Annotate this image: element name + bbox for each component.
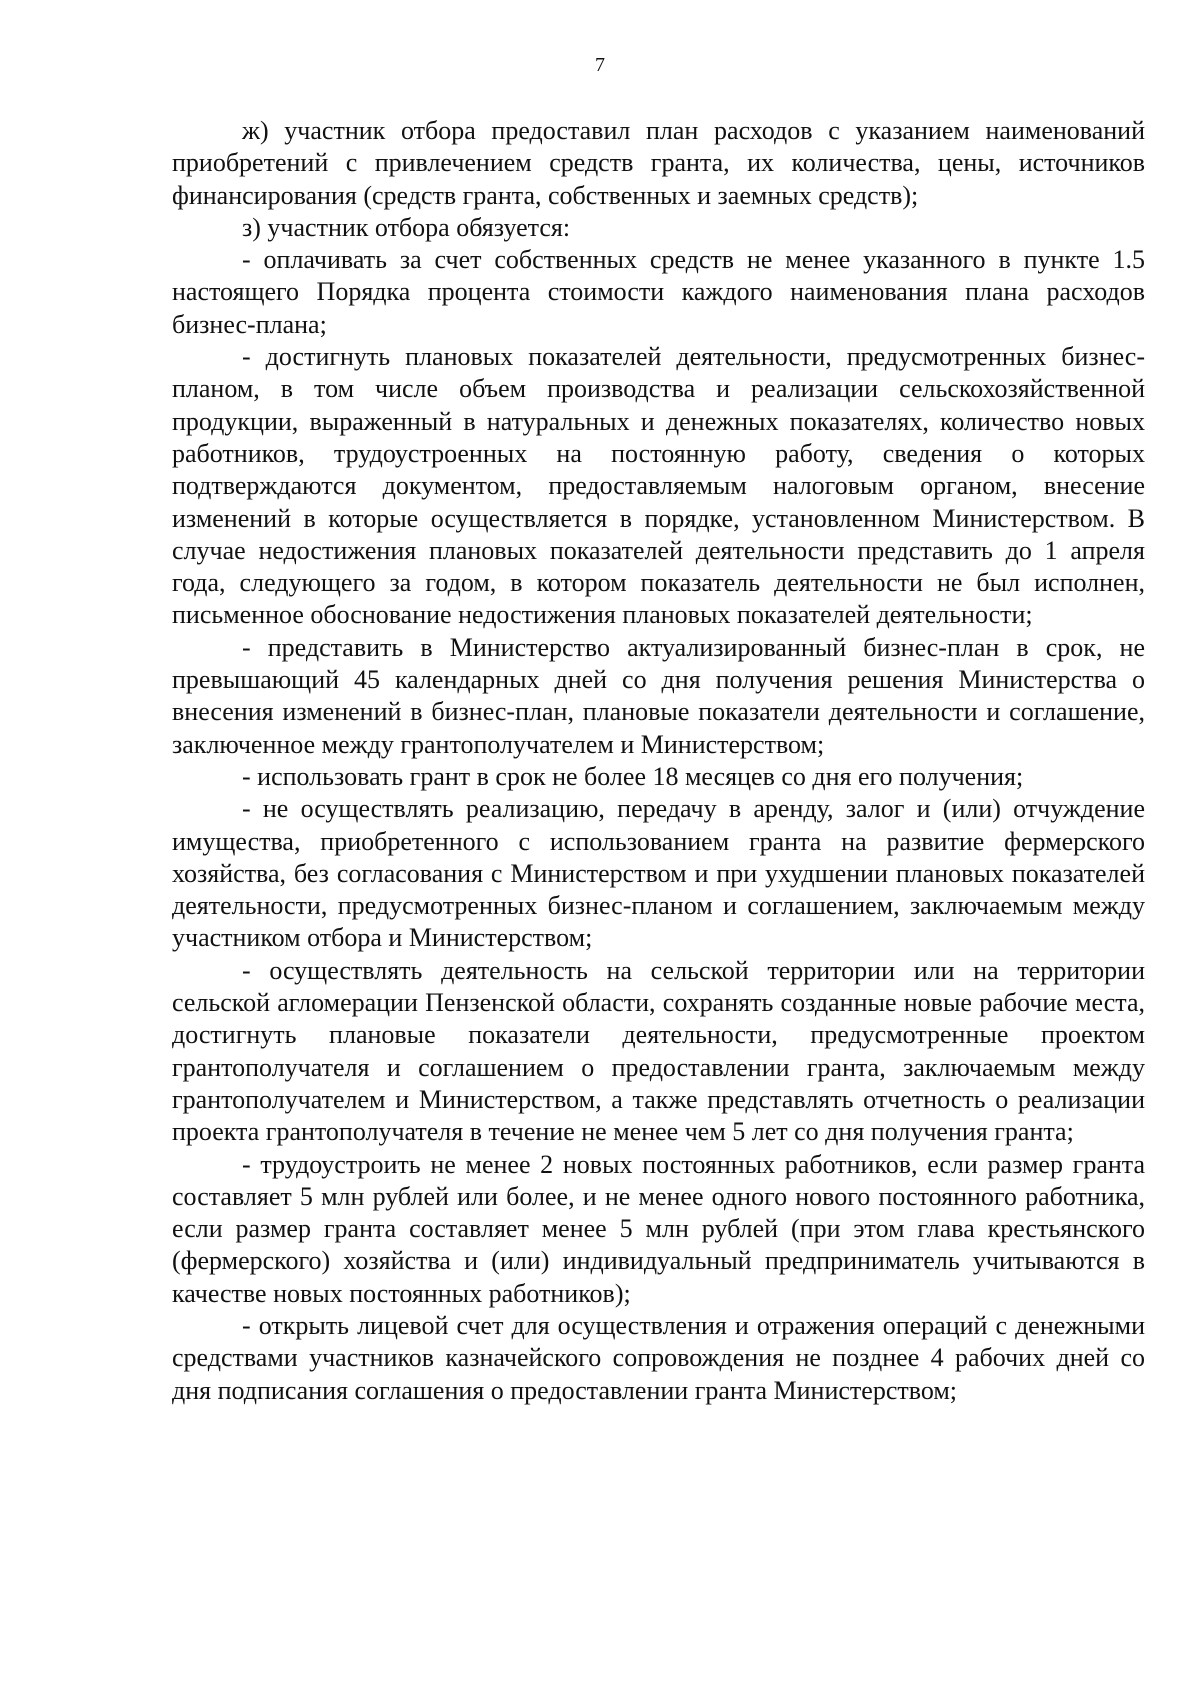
paragraph-zh-business-expense-plan: ж) участник отбора предоставил план расходов с указанием наименований приобретений с привлечением средств гранта, их количества, цены, источников финансирования (средств гранта, собственных и заемных средств); [172, 116, 1145, 210]
paragraph-grant-usage-term: - использовать грант в срок не более 18 месяцев со дня его получения; [242, 761, 1024, 791]
paragraph-z-obligations-intro: з) участник отбора обязуется: [242, 212, 571, 242]
paragraph-employment: - трудоустроить не менее 2 новых постоянных работников, если размер гранта составляет 5 млн рублей или более, и не менее одного нового постоянного работника, если размер гранта составляет менее 5 млн рублей (при этом глава крестьянского (фермерского) хозяйства и (или) индивидуальный предприниматель учитываются в качестве новых постоянных работников); [172, 1149, 1145, 1308]
page-number: 7 [595, 54, 605, 76]
paragraph-updated-business-plan: - представить в Министерство актуализированный бизнес-план в срок, не превышающий 45 календарных дней со дня получения решения Министерства о внесения изменений в бизнес-план, плановые показатели деятельности и соглашение, заключенное между грантополучателем и Министерством; [172, 632, 1145, 759]
paragraph-treasury-account: - открыть лицевой счет для осуществления и отражения операций с денежными средствами участников казначейского сопровождения не позднее 4 рабочих дней со дня подписания соглашения о предоставлении гранта Министерством; [172, 1310, 1145, 1405]
paragraph-rural-activity: - осуществлять деятельность на сельской территории или на территории сельской агломерации Пензенской области, сохранять созданные новые рабочие места, достигнуть плановые показатели деятельности, предусмотренные проектом грантополучателя и соглашением о предоставлении гранта, заключаемым между грантополучателем и Министерством, а также представлять отчетность о реализации проекта грантополучателя в течение не менее чем 5 лет со дня получения гранта; [172, 955, 1145, 1147]
paragraph-own-funds-payment: - оплачивать за счет собственных средств не менее указанного в пункте 1.5 настоящего Порядка процента стоимости каждого наименования плана расходов бизнес-плана; [172, 245, 1145, 339]
document-body [172, 115, 1145, 1407]
paragraph-planned-indicators: - достигнуть плановых показателей деятельности, предусмотренных бизнес-планом, в том числе объем производства и реализации сельскохозяйственной продукции, выраженный в натуральных и денежных показателях, количество новых работников, трудоустроенных на постоянную работу, сведения о которых подтверждаются документом, предоставляемым налоговым органом, внесение изменений в которые осуществляется в порядке, установленном Министерством. В случае недостижения плановых показателей деятельности представить до 1 апреля года, следующего за годом, в котором показатель деятельности не был исполнен, письменное обоснование недостижения плановых показателей деятельности; [172, 342, 1145, 630]
paragraph-property-restrictions: - не осуществлять реализацию, передачу в аренду, залог и (или) отчуждение имущества, приобретенного с использованием гранта на развитие фермерского хозяйства, без согласования с Министерством и при ухудшении плановых показателей деятельности, предусмотренных бизнес-планом и соглашением, заключаемым между участником отбора и Министерством; [172, 794, 1145, 953]
